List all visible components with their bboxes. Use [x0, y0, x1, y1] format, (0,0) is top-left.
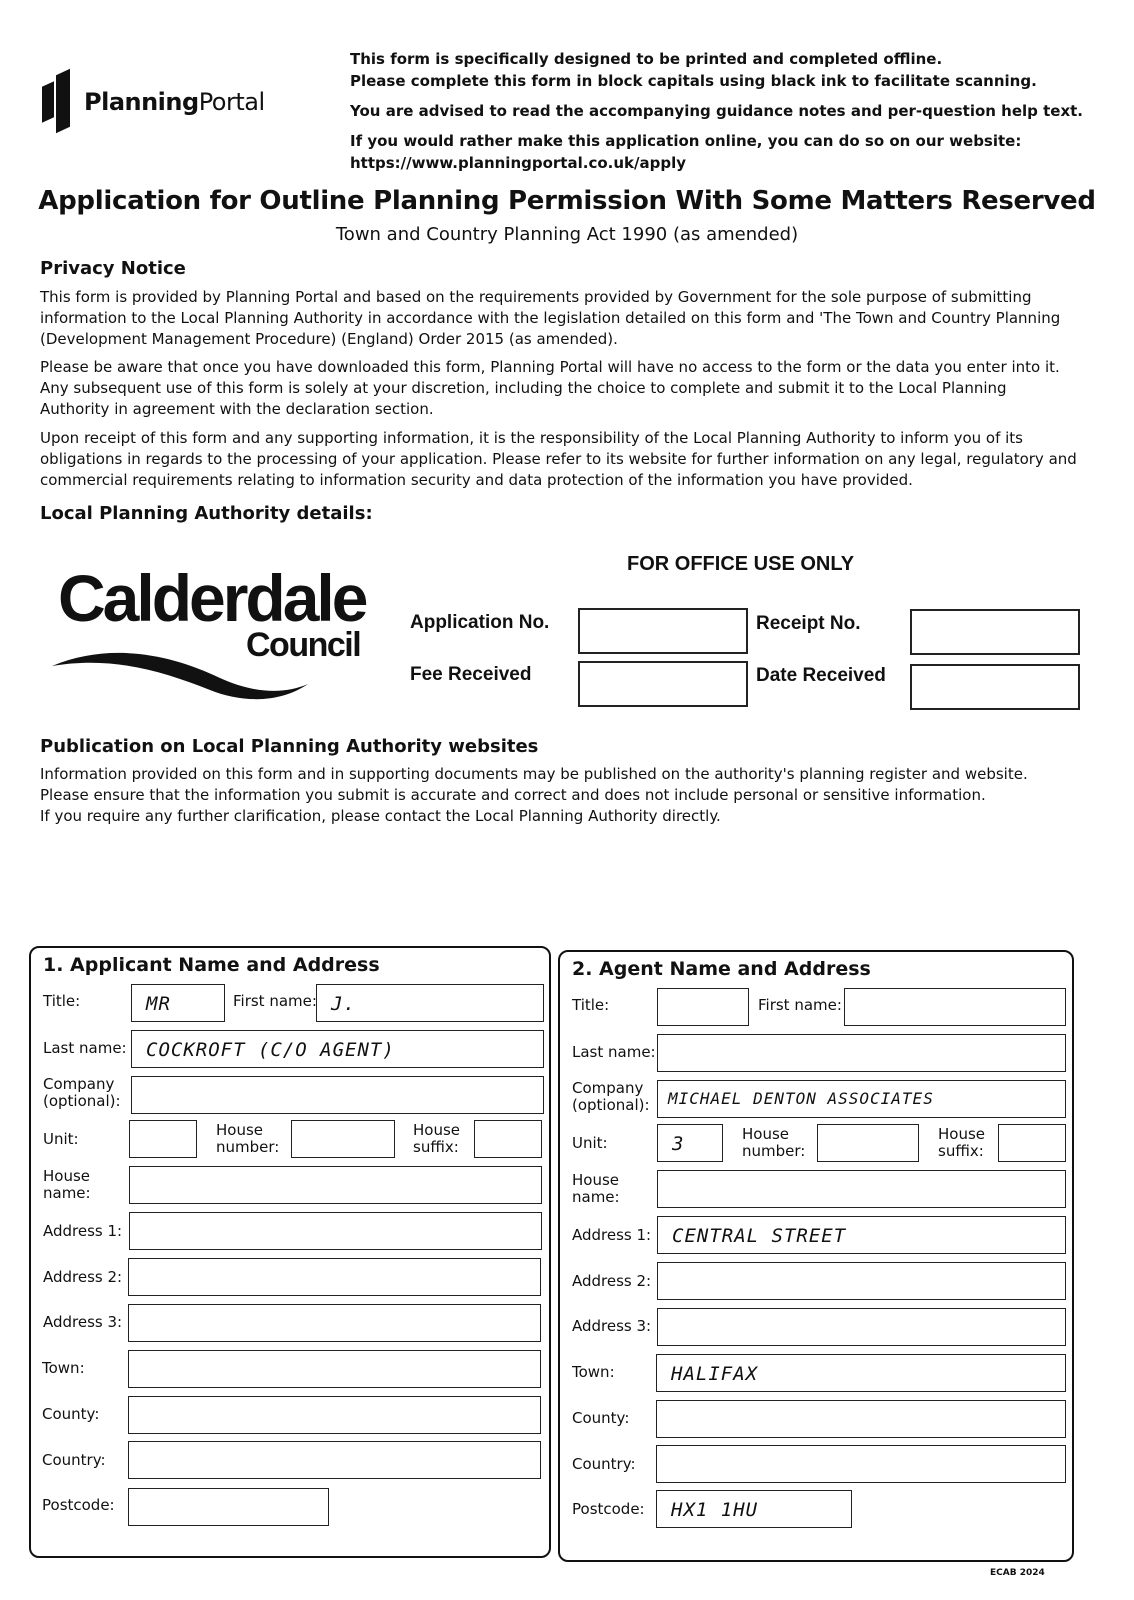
house-name-label: House name:	[43, 1167, 91, 1202]
applicant-heading: 1. Applicant Name and Address	[43, 954, 380, 976]
applicant-address3-field[interactable]	[128, 1304, 541, 1342]
postcode-label: Postcode:	[572, 1500, 645, 1518]
agent-house-number-field[interactable]	[817, 1124, 919, 1162]
offline-notes	[350, 48, 1110, 174]
address3-label: Address 3:	[43, 1313, 123, 1331]
lpa-heading: Local Planning Authority details:	[40, 503, 373, 524]
applicant-address2-field[interactable]	[128, 1258, 541, 1296]
receipt-no-field[interactable]	[910, 609, 1080, 655]
application-no-field[interactable]	[578, 608, 748, 654]
address1-label: Address 1:	[572, 1226, 652, 1244]
publication-line-2: Please ensure that the information you submit is accurate and correct and does not include personal or sensitive information.	[40, 786, 986, 804]
house-suffix-label: House suffix:	[413, 1121, 461, 1156]
applicant-country-field[interactable]	[128, 1441, 541, 1479]
agent-house-suffix-field[interactable]	[998, 1124, 1066, 1162]
house-number-label: House number:	[216, 1121, 280, 1156]
applicant-house-name-field[interactable]	[129, 1166, 542, 1204]
house-number-label: House number:	[742, 1125, 806, 1160]
country-label: Country:	[42, 1451, 106, 1469]
town-label: Town:	[42, 1359, 85, 1377]
logo-calderdale-text: Calderdale	[58, 561, 366, 635]
address2-label: Address 2:	[572, 1272, 652, 1290]
agent-house-name-field[interactable]	[657, 1170, 1066, 1208]
applicant-postcode-field[interactable]	[128, 1488, 329, 1526]
calderdale-council-logo	[50, 560, 380, 700]
date-received-field[interactable]	[910, 664, 1080, 710]
application-no-label: Application No.	[410, 612, 550, 633]
note-line-4: If you would rather make this application online, you can do so on our website:	[350, 132, 1022, 150]
planning-portal-logo	[42, 72, 265, 132]
publication-line-3: If you require any further clarification, please contact the Local Planning Authority directly.	[40, 807, 721, 825]
note-line-2: Please complete this form in block capitals using black ink to facilitate scanning.	[350, 72, 1037, 90]
agent-last-name-field[interactable]	[657, 1034, 1066, 1072]
planning-portal-logo-icon	[42, 72, 74, 132]
applicant-company-field[interactable]	[131, 1076, 544, 1114]
company-label: Company (optional):	[43, 1075, 121, 1110]
applicant-first-name-field[interactable]: J.	[316, 984, 544, 1022]
agent-title-field[interactable]	[657, 988, 749, 1026]
agent-address3-field[interactable]	[657, 1308, 1066, 1346]
page-title: Application for Outline Planning Permission With Some Matters Reserved	[38, 186, 1096, 216]
county-label: County:	[572, 1409, 630, 1427]
fee-received-label: Fee Received	[410, 664, 532, 685]
privacy-heading: Privacy Notice	[40, 258, 186, 279]
county-label: County:	[42, 1405, 100, 1423]
agent-postcode-field[interactable]: HX1 1HU	[656, 1490, 852, 1528]
postcode-label: Postcode:	[42, 1496, 115, 1514]
agent-address1-field[interactable]: CENTRAL STREET	[657, 1216, 1066, 1254]
logo-council-text: Council	[246, 626, 361, 664]
applicant-unit-field[interactable]	[129, 1120, 197, 1158]
town-label: Town:	[572, 1363, 615, 1381]
last-name-label: Last name:	[43, 1039, 127, 1057]
address3-label: Address 3:	[572, 1317, 652, 1335]
agent-country-field[interactable]	[656, 1445, 1066, 1483]
house-suffix-label: House suffix:	[938, 1125, 986, 1160]
last-name-label: Last name:	[572, 1043, 656, 1061]
house-name-label: House name:	[572, 1171, 620, 1206]
note-line-1: This form is specifically designed to be printed and completed offline.	[350, 50, 943, 68]
unit-label: Unit:	[572, 1134, 608, 1152]
agent-unit-field[interactable]: 3	[657, 1124, 723, 1162]
applicant-last-name-field[interactable]: COCKROFT (C/O AGENT)	[131, 1030, 544, 1068]
agent-first-name-field[interactable]	[844, 988, 1066, 1026]
note-line-3: You are advised to read the accompanying guidance notes and per-question help text.	[350, 102, 1084, 120]
publication-heading: Publication on Local Planning Authority websites	[40, 736, 539, 757]
page-subtitle: Town and Country Planning Act 1990 (as amended)	[335, 224, 799, 245]
unit-label: Unit:	[43, 1130, 79, 1148]
applicant-panel	[29, 946, 551, 1558]
first-name-label: First name:	[758, 996, 842, 1014]
address2-label: Address 2:	[43, 1268, 123, 1286]
agent-town-field[interactable]: HALIFAX	[656, 1354, 1066, 1392]
receipt-no-label: Receipt No.	[756, 613, 861, 634]
privacy-paragraph-3: Upon receipt of this form and any supporting information, it is the responsibility of the Local Planning Authority to inform you of its obligations in regards to the processing of your application. Please refer to its website for further information on any legal, regulatory and commercial requirements relating to information security and data protection of the information you have provided.	[40, 429, 1077, 489]
title-label: Title:	[572, 996, 610, 1014]
agent-panel	[558, 950, 1074, 1562]
country-label: Country:	[572, 1455, 636, 1473]
applicant-house-suffix-field[interactable]	[474, 1120, 542, 1158]
logo-text-light: Portal	[198, 88, 265, 116]
fee-received-field[interactable]	[578, 661, 748, 707]
wave-icon	[50, 644, 310, 704]
applicant-county-field[interactable]	[128, 1396, 541, 1434]
agent-company-field[interactable]: MICHAEL DENTON ASSOCIATES	[657, 1080, 1066, 1118]
address1-label: Address 1:	[43, 1222, 123, 1240]
agent-heading: 2. Agent Name and Address	[572, 958, 871, 980]
privacy-paragraph-1: This form is provided by Planning Portal and based on the requirements provided by Government for the sole purpose of submitting information to the Local Planning Authority in accordance with the legislation detailed on this form and 'The Town and Country Planning (Development Management Procedure) (England) Order 2015 (as amended).	[40, 288, 1061, 348]
applicant-title-field[interactable]: MR	[131, 984, 225, 1022]
office-use-heading: FOR OFFICE USE ONLY	[627, 553, 855, 575]
privacy-paragraph-2: Please be aware that once you have downloaded this form, Planning Portal will have no access to the form or the data you enter into it. Any subsequent use of this form is solely at your discretion, including the choice to complete and submit it to the Local Planning Authority in agreement with the declaration section.	[40, 358, 1060, 418]
date-received-label: Date Received	[756, 665, 886, 686]
agent-address2-field[interactable]	[657, 1262, 1066, 1300]
first-name-label: First name:	[233, 992, 317, 1010]
publication-text	[40, 764, 1080, 827]
form-code: ECAB 2024	[990, 1568, 1045, 1578]
company-label: Company (optional):	[572, 1079, 650, 1114]
publication-line-1: Information provided on this form and in supporting documents may be published on the authority's planning register and website.	[40, 765, 1028, 783]
online-url: https://www.planningportal.co.uk/apply	[350, 154, 686, 172]
applicant-house-number-field[interactable]	[291, 1120, 395, 1158]
title-label: Title:	[43, 992, 81, 1010]
applicant-town-field[interactable]	[128, 1350, 541, 1388]
applicant-address1-field[interactable]	[129, 1212, 542, 1250]
agent-county-field[interactable]	[656, 1400, 1066, 1438]
logo-text-bold: Planning	[84, 88, 199, 116]
